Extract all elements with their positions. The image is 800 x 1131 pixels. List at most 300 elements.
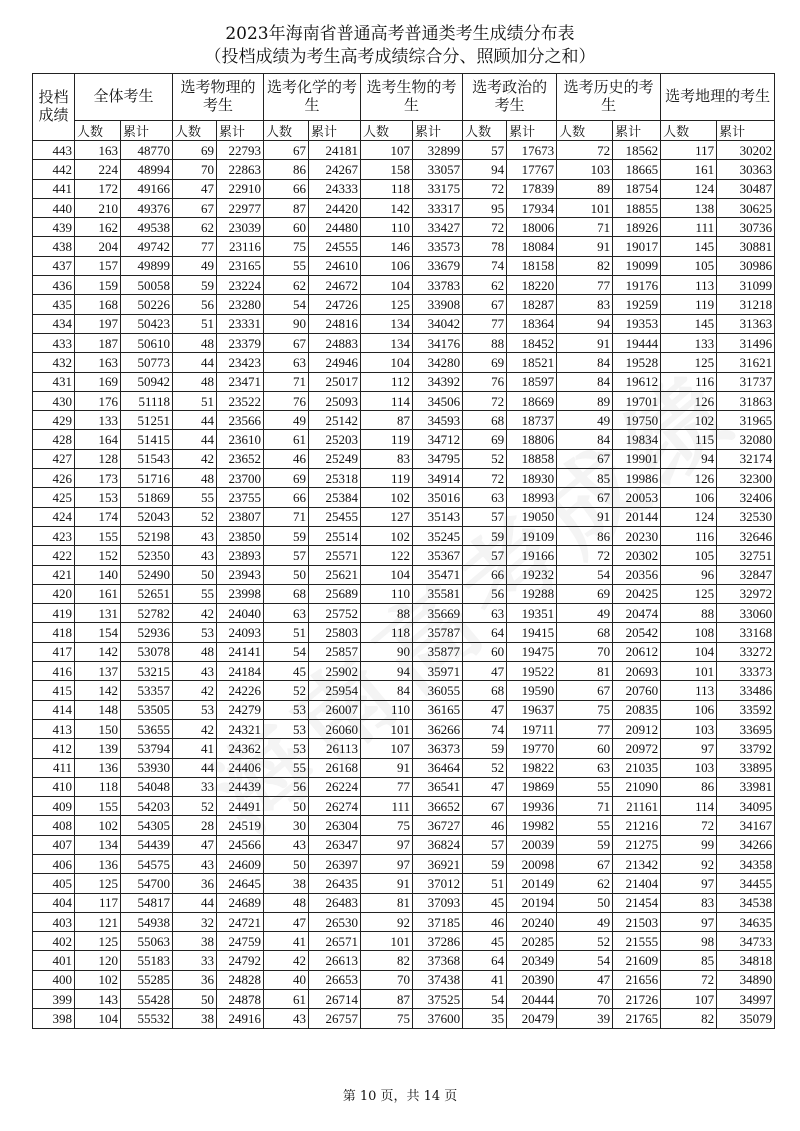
- count-cell: 49: [264, 411, 309, 430]
- cumulative-cell: 24672: [309, 276, 361, 295]
- count-cell: 104: [361, 353, 413, 372]
- count-cell: 53: [264, 739, 309, 758]
- cumulative-cell: 49376: [121, 198, 173, 217]
- count-cell: 77: [557, 276, 613, 295]
- cumulative-cell: 20098: [507, 854, 557, 873]
- score-cell: 426: [33, 469, 75, 488]
- cumulative-cell: 53930: [121, 758, 173, 777]
- cumulative-cell: 25249: [309, 449, 361, 468]
- count-cell: 46: [463, 816, 507, 835]
- count-cell: 131: [75, 604, 121, 623]
- cumulative-cell: 34914: [413, 469, 463, 488]
- cumulative-cell: 25803: [309, 623, 361, 642]
- cumulative-cell: 31965: [717, 411, 775, 430]
- count-cell: 77: [557, 719, 613, 738]
- count-cell: 62: [557, 874, 613, 893]
- count-cell: 102: [361, 526, 413, 545]
- count-cell: 118: [75, 777, 121, 796]
- count-cell: 40: [264, 970, 309, 989]
- count-cell: 71: [557, 218, 613, 237]
- count-cell: 41: [463, 970, 507, 989]
- count-cell: 115: [661, 430, 717, 449]
- cumulative-cell: 24828: [217, 970, 264, 989]
- count-cell: 59: [463, 854, 507, 873]
- sub-header-cumulative: 累计: [507, 121, 557, 141]
- count-cell: 66: [264, 179, 309, 198]
- cumulative-cell: 34890: [717, 970, 775, 989]
- cumulative-cell: 35581: [413, 584, 463, 603]
- cumulative-cell: 20349: [507, 951, 557, 970]
- cumulative-cell: 51415: [121, 430, 173, 449]
- cumulative-cell: 20693: [613, 662, 661, 681]
- cumulative-cell: 51251: [121, 411, 173, 430]
- count-cell: 168: [75, 295, 121, 314]
- cumulative-cell: 55532: [121, 1009, 173, 1028]
- count-cell: 101: [361, 932, 413, 951]
- count-cell: 163: [75, 353, 121, 372]
- score-cell: 438: [33, 237, 75, 256]
- count-cell: 204: [75, 237, 121, 256]
- count-cell: 43: [173, 546, 217, 565]
- count-cell: 112: [361, 372, 413, 391]
- cumulative-cell: 35669: [413, 604, 463, 623]
- count-cell: 75: [557, 700, 613, 719]
- group-header-biology: 选考生物的考生: [361, 74, 463, 121]
- cumulative-cell: 24609: [217, 854, 264, 873]
- count-cell: 75: [264, 237, 309, 256]
- cumulative-cell: 21404: [613, 874, 661, 893]
- cumulative-cell: 50226: [121, 295, 173, 314]
- cumulative-cell: 24916: [217, 1009, 264, 1028]
- count-cell: 47: [463, 700, 507, 719]
- count-cell: 49: [557, 604, 613, 623]
- cumulative-cell: 18220: [507, 276, 557, 295]
- count-cell: 54: [463, 990, 507, 1009]
- count-cell: 101: [661, 662, 717, 681]
- cumulative-cell: 33573: [413, 237, 463, 256]
- count-cell: 119: [361, 430, 413, 449]
- cumulative-cell: 19444: [613, 333, 661, 352]
- cumulative-cell: 51716: [121, 469, 173, 488]
- cumulative-cell: 25621: [309, 565, 361, 584]
- table-row: [33, 526, 775, 545]
- count-cell: 57: [463, 835, 507, 854]
- count-cell: 81: [557, 662, 613, 681]
- count-cell: 30: [264, 816, 309, 835]
- cumulative-cell: 33486: [717, 681, 775, 700]
- cumulative-cell: 52043: [121, 507, 173, 526]
- cumulative-cell: 25514: [309, 526, 361, 545]
- cumulative-cell: 31218: [717, 295, 775, 314]
- cumulative-cell: 23224: [217, 276, 264, 295]
- cumulative-cell: 54048: [121, 777, 173, 796]
- cumulative-cell: 24726: [309, 295, 361, 314]
- count-cell: 63: [264, 353, 309, 372]
- count-cell: 38: [173, 1009, 217, 1028]
- table-row: [33, 237, 775, 256]
- cumulative-cell: 18452: [507, 333, 557, 352]
- count-cell: 45: [463, 932, 507, 951]
- cumulative-cell: 26113: [309, 739, 361, 758]
- table-row: [33, 565, 775, 584]
- table-row: [33, 623, 775, 642]
- count-cell: 105: [661, 256, 717, 275]
- cumulative-cell: 52936: [121, 623, 173, 642]
- score-cell: 427: [33, 449, 75, 468]
- count-cell: 59: [463, 739, 507, 758]
- cumulative-cell: 21609: [613, 951, 661, 970]
- count-cell: 111: [361, 797, 413, 816]
- count-cell: 64: [463, 623, 507, 642]
- cumulative-cell: 34095: [717, 797, 775, 816]
- count-cell: 33: [173, 777, 217, 796]
- count-cell: 101: [557, 198, 613, 217]
- cumulative-cell: 19986: [613, 469, 661, 488]
- cumulative-cell: 20835: [613, 700, 661, 719]
- count-cell: 159: [75, 276, 121, 295]
- count-cell: 96: [661, 565, 717, 584]
- count-cell: 47: [463, 777, 507, 796]
- cumulative-cell: 35143: [413, 507, 463, 526]
- count-cell: 52: [264, 681, 309, 700]
- table-row: [33, 488, 775, 507]
- cumulative-cell: 18669: [507, 391, 557, 410]
- count-cell: 48: [173, 642, 217, 661]
- cumulative-cell: 34997: [717, 990, 775, 1009]
- cumulative-cell: 24759: [217, 932, 264, 951]
- cumulative-cell: 20194: [507, 893, 557, 912]
- count-cell: 68: [557, 623, 613, 642]
- cumulative-cell: 24878: [217, 990, 264, 1009]
- cumulative-cell: 37185: [413, 912, 463, 931]
- cumulative-cell: 25142: [309, 411, 361, 430]
- count-cell: 121: [75, 912, 121, 931]
- cumulative-cell: 34392: [413, 372, 463, 391]
- count-cell: 51: [173, 314, 217, 333]
- cumulative-cell: 18993: [507, 488, 557, 507]
- cumulative-cell: 22910: [217, 179, 264, 198]
- count-cell: 91: [557, 237, 613, 256]
- count-cell: 50: [264, 797, 309, 816]
- cumulative-cell: 26347: [309, 835, 361, 854]
- cumulative-cell: 19822: [507, 758, 557, 777]
- cumulative-cell: 34280: [413, 353, 463, 372]
- table-row: [33, 642, 775, 661]
- score-cell: 413: [33, 719, 75, 738]
- cumulative-cell: 24566: [217, 835, 264, 854]
- cumulative-cell: 35079: [717, 1009, 775, 1028]
- count-cell: 113: [661, 681, 717, 700]
- score-cell: 405: [33, 874, 75, 893]
- cumulative-cell: 49538: [121, 218, 173, 237]
- count-cell: 55: [173, 584, 217, 603]
- cumulative-cell: 26224: [309, 777, 361, 796]
- count-cell: 128: [75, 449, 121, 468]
- cumulative-cell: 24480: [309, 218, 361, 237]
- table-row: [33, 797, 775, 816]
- cumulative-cell: 37286: [413, 932, 463, 951]
- cumulative-cell: 19176: [613, 276, 661, 295]
- count-cell: 70: [173, 160, 217, 179]
- cumulative-cell: 37012: [413, 874, 463, 893]
- count-cell: 72: [557, 546, 613, 565]
- count-cell: 152: [75, 546, 121, 565]
- count-cell: 92: [661, 854, 717, 873]
- count-cell: 75: [361, 1009, 413, 1028]
- count-cell: 82: [661, 1009, 717, 1028]
- cumulative-cell: 26435: [309, 874, 361, 893]
- cumulative-cell: 36373: [413, 739, 463, 758]
- score-cell: 414: [33, 700, 75, 719]
- count-cell: 44: [173, 758, 217, 777]
- cumulative-cell: 48994: [121, 160, 173, 179]
- cumulative-cell: 36055: [413, 681, 463, 700]
- cumulative-cell: 18521: [507, 353, 557, 372]
- cumulative-cell: 30363: [717, 160, 775, 179]
- cumulative-cell: 23379: [217, 333, 264, 352]
- sub-header-cumulative: 累计: [121, 121, 173, 141]
- cumulative-cell: 35471: [413, 565, 463, 584]
- page-number: 第 10 页，共 14 页: [342, 1089, 458, 1104]
- cumulative-cell: 31737: [717, 372, 775, 391]
- count-cell: 54: [264, 642, 309, 661]
- cumulative-cell: 21275: [613, 835, 661, 854]
- count-cell: 42: [173, 449, 217, 468]
- cumulative-cell: 20760: [613, 681, 661, 700]
- sub-header-count: 人数: [661, 121, 717, 141]
- count-cell: 127: [361, 507, 413, 526]
- score-cell: 435: [33, 295, 75, 314]
- count-cell: 91: [361, 874, 413, 893]
- count-cell: 43: [173, 526, 217, 545]
- count-cell: 36: [173, 874, 217, 893]
- count-cell: 47: [264, 912, 309, 931]
- count-cell: 75: [361, 816, 413, 835]
- cumulative-cell: 19901: [613, 449, 661, 468]
- cumulative-cell: 52350: [121, 546, 173, 565]
- count-cell: 33: [173, 951, 217, 970]
- count-cell: 71: [264, 372, 309, 391]
- count-cell: 108: [661, 623, 717, 642]
- cumulative-cell: 19475: [507, 642, 557, 661]
- count-cell: 36: [173, 970, 217, 989]
- count-cell: 94: [463, 160, 507, 179]
- count-cell: 86: [557, 526, 613, 545]
- count-cell: 52: [173, 507, 217, 526]
- cumulative-cell: 23116: [217, 237, 264, 256]
- count-cell: 157: [75, 256, 121, 275]
- count-cell: 56: [264, 777, 309, 796]
- cumulative-cell: 32899: [413, 141, 463, 160]
- count-cell: 57: [463, 546, 507, 565]
- cumulative-cell: 51543: [121, 449, 173, 468]
- score-cell: 404: [33, 893, 75, 912]
- cumulative-cell: 19017: [613, 237, 661, 256]
- cumulative-cell: 34635: [717, 912, 775, 931]
- cumulative-cell: 32080: [717, 430, 775, 449]
- count-cell: 161: [661, 160, 717, 179]
- cumulative-cell: 35877: [413, 642, 463, 661]
- cumulative-cell: 18754: [613, 179, 661, 198]
- count-cell: 59: [463, 526, 507, 545]
- count-cell: 110: [361, 584, 413, 603]
- cumulative-cell: 21765: [613, 1009, 661, 1028]
- cumulative-cell: 33427: [413, 218, 463, 237]
- count-cell: 97: [661, 739, 717, 758]
- cumulative-cell: 25203: [309, 430, 361, 449]
- score-cell: 419: [33, 604, 75, 623]
- cumulative-cell: 19590: [507, 681, 557, 700]
- table-row: [33, 391, 775, 410]
- count-cell: 145: [661, 314, 717, 333]
- count-cell: 173: [75, 469, 121, 488]
- cumulative-cell: 24519: [217, 816, 264, 835]
- cumulative-cell: 19637: [507, 700, 557, 719]
- count-cell: 103: [557, 160, 613, 179]
- table-row: [33, 276, 775, 295]
- count-cell: 43: [173, 854, 217, 873]
- count-cell: 133: [661, 333, 717, 352]
- table-row: [33, 141, 775, 160]
- cumulative-cell: 19869: [507, 777, 557, 796]
- cumulative-cell: 20149: [507, 874, 557, 893]
- count-cell: 174: [75, 507, 121, 526]
- cumulative-cell: 33168: [717, 623, 775, 642]
- cumulative-cell: 33373: [717, 662, 775, 681]
- count-cell: 54: [557, 951, 613, 970]
- count-cell: 140: [75, 565, 121, 584]
- cumulative-cell: 53505: [121, 700, 173, 719]
- score-cell: 411: [33, 758, 75, 777]
- count-cell: 71: [264, 507, 309, 526]
- score-cell: 437: [33, 256, 75, 275]
- score-cell: 410: [33, 777, 75, 796]
- count-cell: 60: [264, 218, 309, 237]
- count-cell: 61: [264, 990, 309, 1009]
- count-cell: 102: [661, 411, 717, 430]
- table-row: [33, 893, 775, 912]
- cumulative-cell: 26007: [309, 700, 361, 719]
- count-cell: 103: [661, 719, 717, 738]
- count-cell: 94: [361, 662, 413, 681]
- cumulative-cell: 55063: [121, 932, 173, 951]
- count-cell: 69: [463, 430, 507, 449]
- count-cell: 122: [361, 546, 413, 565]
- count-cell: 48: [173, 469, 217, 488]
- count-cell: 155: [75, 526, 121, 545]
- cumulative-cell: 34266: [717, 835, 775, 854]
- cumulative-cell: 24883: [309, 333, 361, 352]
- count-cell: 92: [361, 912, 413, 931]
- count-cell: 125: [75, 874, 121, 893]
- count-cell: 67: [264, 141, 309, 160]
- count-cell: 97: [361, 835, 413, 854]
- count-cell: 60: [463, 642, 507, 661]
- cumulative-cell: 20285: [507, 932, 557, 951]
- table-row: [33, 179, 775, 198]
- count-cell: 47: [557, 970, 613, 989]
- cumulative-cell: 22793: [217, 141, 264, 160]
- count-cell: 83: [661, 893, 717, 912]
- cumulative-cell: 37093: [413, 893, 463, 912]
- group-header-geography: 选考地理的考生: [661, 74, 775, 121]
- count-cell: 50: [264, 565, 309, 584]
- cumulative-cell: 20479: [507, 1009, 557, 1028]
- count-cell: 158: [361, 160, 413, 179]
- count-cell: 46: [264, 449, 309, 468]
- count-cell: 176: [75, 391, 121, 410]
- count-cell: 150: [75, 719, 121, 738]
- score-cell: 430: [33, 391, 75, 410]
- count-cell: 104: [361, 276, 413, 295]
- count-cell: 103: [661, 758, 717, 777]
- cumulative-cell: 49742: [121, 237, 173, 256]
- count-cell: 52: [557, 932, 613, 951]
- cumulative-cell: 35016: [413, 488, 463, 507]
- cumulative-cell: 55428: [121, 990, 173, 1009]
- count-cell: 63: [463, 488, 507, 507]
- count-cell: 138: [661, 198, 717, 217]
- cumulative-cell: 34506: [413, 391, 463, 410]
- cumulative-cell: 21726: [613, 990, 661, 1009]
- cumulative-cell: 26653: [309, 970, 361, 989]
- count-cell: 134: [361, 333, 413, 352]
- cumulative-cell: 30625: [717, 198, 775, 217]
- cumulative-cell: 32646: [717, 526, 775, 545]
- count-cell: 85: [557, 469, 613, 488]
- count-cell: 72: [463, 179, 507, 198]
- score-cell: 433: [33, 333, 75, 352]
- cumulative-cell: 23893: [217, 546, 264, 565]
- cumulative-cell: 37368: [413, 951, 463, 970]
- count-cell: 54: [264, 295, 309, 314]
- count-cell: 49: [557, 411, 613, 430]
- cumulative-cell: 34818: [717, 951, 775, 970]
- score-cell: 425: [33, 488, 75, 507]
- count-cell: 104: [75, 1009, 121, 1028]
- count-cell: 67: [463, 295, 507, 314]
- cumulative-cell: 24362: [217, 739, 264, 758]
- cumulative-cell: 24141: [217, 642, 264, 661]
- count-cell: 69: [557, 584, 613, 603]
- cumulative-cell: 25093: [309, 391, 361, 410]
- cumulative-cell: 50610: [121, 333, 173, 352]
- cumulative-cell: 35245: [413, 526, 463, 545]
- count-cell: 97: [661, 874, 717, 893]
- cumulative-cell: 52490: [121, 565, 173, 584]
- cumulative-cell: 21216: [613, 816, 661, 835]
- cumulative-cell: 19050: [507, 507, 557, 526]
- count-cell: 67: [557, 681, 613, 700]
- score-cell: 412: [33, 739, 75, 758]
- cumulative-cell: 18562: [613, 141, 661, 160]
- count-cell: 84: [557, 372, 613, 391]
- cumulative-cell: 33317: [413, 198, 463, 217]
- count-cell: 139: [75, 739, 121, 758]
- sub-header-cumulative: 累计: [217, 121, 264, 141]
- count-cell: 64: [463, 951, 507, 970]
- cumulative-cell: 35971: [413, 662, 463, 681]
- cumulative-cell: 25455: [309, 507, 361, 526]
- sub-header-count: 人数: [173, 121, 217, 141]
- score-cell: 423: [33, 526, 75, 545]
- cumulative-cell: 23943: [217, 565, 264, 584]
- cumulative-cell: 24721: [217, 912, 264, 931]
- count-cell: 134: [361, 314, 413, 333]
- sub-header-count: 人数: [75, 121, 121, 141]
- cumulative-cell: 54575: [121, 854, 173, 873]
- sub-header-count: 人数: [463, 121, 507, 141]
